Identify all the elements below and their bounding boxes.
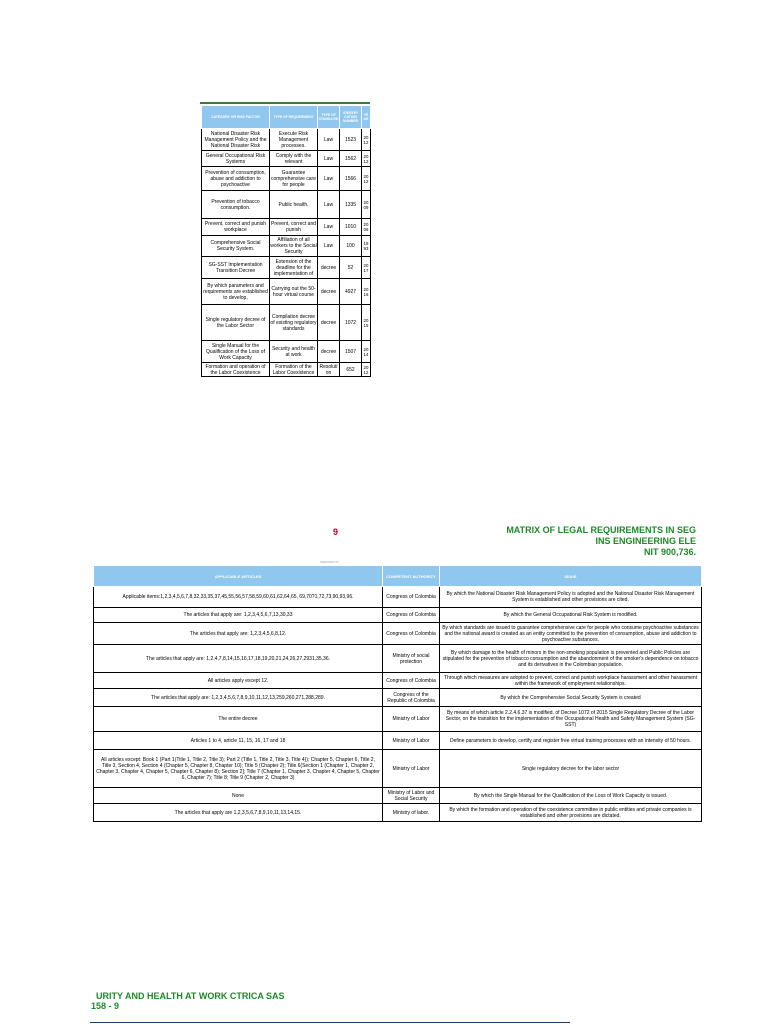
table-cell: Affiliation of all workers to the Social Security	[270, 237, 317, 255]
table-cell: Execute Risk Management processes.	[270, 129, 318, 151]
table-cell: Ministry of Labor	[383, 707, 440, 732]
table-cell: Applicable items:1,2,3,4,5,6,7,8,32,33,35,37,45,55,56,57,58,59,60,61,62,64,65, 69,70?1,72,73,90,93,96.	[94, 587, 383, 608]
table-top-line	[200, 102, 370, 104]
table-cell: 20 12	[362, 363, 371, 377]
table-cell: Ministry of social protection	[383, 645, 440, 673]
table-row	[202, 363, 371, 377]
table-row	[94, 689, 702, 707]
header-cell: COMPETENT AUTHORITY	[383, 566, 440, 587]
table-cell: Congress of Colombia	[383, 608, 440, 623]
table-cell: Prevent, correct and punish workplace	[202, 219, 270, 236]
table-row	[94, 587, 702, 608]
table-cell: Prevention of tobacco consumption.	[202, 191, 270, 219]
table-cell: Formation and operation of the Labor Coexistence	[202, 363, 270, 377]
table-cell: Congress of Colombia	[383, 623, 440, 645]
table-cell: None	[94, 788, 383, 804]
table-cell: The articles that apply are: 1,2,3,4,5,6,8,12.	[94, 623, 383, 645]
table-cell: Formation of the Labor Coexistence	[270, 363, 318, 377]
table-cell: decree	[318, 279, 340, 305]
table-cell: 52	[340, 257, 362, 279]
table-cell: Single regulatory decree for the labor sector	[440, 750, 702, 788]
header-cell: TYPE OF STANDA RD	[318, 106, 340, 129]
table-cell: 20 12	[362, 167, 371, 191]
table-row	[202, 236, 371, 257]
table-cell: Articles 1 to 4, article 11, 15, 16, 17 and 18	[94, 732, 383, 750]
table-cell: Law	[318, 236, 340, 257]
table-row	[202, 305, 371, 341]
table-cell: The articles that apply are: 1,2,4,7,8,14,15,16,17,18,19,20,21,24,26,27,2931,35,36.	[94, 645, 383, 673]
table-row	[202, 279, 371, 305]
table-cell: By which the Comprehensive Social Security System is created	[440, 689, 702, 707]
table-cell: Security and health at work	[270, 341, 318, 363]
table-row	[202, 167, 371, 191]
table-row	[94, 707, 702, 732]
table-row	[94, 608, 702, 623]
table-cell: By which the Single Manual for the Qualification of the Loss of Work Capacity is issued.	[440, 788, 702, 804]
legal-requirements-table-bottom	[93, 565, 702, 822]
table-cell: Define parameters to develop, certify and register free virtual training processes with an intensity of 50 hours.	[440, 732, 702, 750]
table-cell: By which standards are issued to guarantee comprehensive care for people who consume psychoactive substances and the national award is created as an entity committed to the prevention of consumption, abuse and addiction to psychoactive substances.	[440, 623, 702, 645]
matrix-title	[506, 525, 696, 558]
table-cell: Ministry of Labor	[383, 732, 440, 750]
table-cell: 1523	[340, 129, 362, 151]
header-cell: ISSUE	[440, 566, 702, 587]
table-cell: 20 12	[362, 151, 371, 167]
table-cell: Law	[318, 167, 340, 191]
table-cell: By which the formation and operation of the coexistence committee in public entities and private companies is established and other provisions are dictated.	[440, 804, 702, 822]
table-cell: 20 17	[362, 257, 371, 279]
table-cell: 1566	[340, 167, 362, 191]
footer-title: URITY AND HEALTH AT WORK CTRICA SAS	[96, 991, 285, 1001]
table-cell: Ministry of labor.	[383, 804, 440, 822]
table-row	[94, 623, 702, 645]
header-cell: APPLICABLE ARTICLES	[94, 566, 383, 587]
footer-page-number: 158 - 9	[91, 1001, 120, 1011]
header-cell: CATEGORY OR RISK FACTOR	[202, 106, 270, 129]
table-cell: Congress of the Republic of Colombia	[383, 689, 440, 707]
header-cell: TYPE OF REQUIREMENT	[270, 106, 318, 129]
table-cell: 20 09	[362, 191, 371, 219]
table-cell: Comprehensive Social Security System.	[202, 236, 270, 257]
table-cell: 1010	[340, 219, 362, 236]
table-cell: 1562	[340, 151, 362, 167]
table-row	[202, 129, 371, 151]
table-row	[94, 645, 702, 673]
table-row	[202, 219, 371, 236]
header-cell: IDENTIFI CATION NUMBER	[340, 106, 362, 129]
table-cell: Prevention of consumption, abuse and addiction to psychoactive	[202, 167, 270, 191]
table-row	[94, 804, 702, 822]
table-cell: 20 06	[362, 219, 371, 236]
table-cell: Public health.	[270, 191, 318, 219]
table-cell: The entire decree	[94, 707, 383, 732]
table-cell: All articles except: Book 1 (Part 1(Title 1, Title 2, Title 3); Part 2 (Title 1, Title 2, Title 3, Title 4)); Chapter 5, Chapter 6, Title 2, Title 3, Section 4, Section 4 (Chapter 5, Chapter 8, Chapter 10); Title 5 (Chapter 2); Title 6(Section 1 (Chapter 1, Chapter 2, Chapter 3, Chapter 4, Chapter 5, Chapter 6, Chapter 8); Section 2]; Title 7 (Chapter 1, Chapter 3, Chapter 4, Chapter 5, Chapter 6, Chapter 7); Title 8; Title 9 (Chapter 2, Chapter 3)	[94, 750, 383, 788]
table-cell: 19 93	[362, 236, 371, 257]
table-cell: General Occupational Risk Systems	[202, 151, 270, 167]
table-cell: decree	[318, 341, 340, 363]
table-cell: Law	[318, 219, 340, 236]
table-cell: Carrying out the 50-hour virtual course	[270, 279, 318, 305]
table-row	[202, 151, 371, 167]
table-cell: The articles that apply are: 1,2,3,4,5,6,7,8,9,10,11,12,13,259,260,271,288,289.	[94, 689, 383, 707]
table-cell: The articles that apply are 1,2,3,5,6,7,8,9,10,11,13,14,15.	[94, 804, 383, 822]
table-row	[202, 191, 371, 219]
table-cell: Congress of Colombia	[383, 673, 440, 689]
footer-divider	[90, 1022, 570, 1023]
table-header-row	[94, 566, 702, 587]
table-cell: Compilation decree of existing regulatory standards	[270, 305, 318, 341]
table-cell: By which parameters and requirements are established to develop,	[202, 279, 270, 305]
matrix-title-line-2: INS ENGINEERING ELE	[595, 536, 696, 546]
table-cell: 100	[340, 236, 362, 257]
table-cell: Prevent, correct and punish	[270, 219, 318, 236]
table-cell: decree	[318, 257, 340, 279]
table-cell: Law	[318, 191, 340, 219]
periodicity-caption: PERIODICITY	[320, 560, 340, 564]
table-cell: Ministry of Labor	[383, 750, 440, 788]
table-cell: The articles that apply are: 1,2,3,4,5,6,7,13,30,33	[94, 608, 383, 623]
table-cell: Single regulatory decree of the Labor Sector	[202, 305, 270, 341]
table-cell: By which damage to the health of minors in the non-smoking population is prevented and Public Policies are stipulated for the prevention of tobacco consumption and the abandonment of the smoker's dependence on tobacco and its derivatives in the Colombian population.	[440, 645, 702, 673]
table-cell: Guarantee comprehensive care for people	[270, 167, 318, 191]
table-cell: Law	[318, 151, 340, 167]
table-cell: 652	[340, 363, 362, 377]
table-cell: Resoluti on	[319, 363, 338, 376]
table-cell: Through which measures are adopted to prevent, correct and punish workplace harassment and other harassment within the framework of employment relationships.	[440, 673, 702, 689]
table-cell: Extension of the deadline for the implementation of	[270, 257, 318, 279]
table-header-row	[202, 106, 371, 129]
table-cell: Comply with the relevant	[270, 151, 318, 167]
table-cell: Ministry of Labor and Social Security	[383, 788, 440, 804]
header-cell: YE AR	[362, 106, 371, 129]
page-number: 9	[333, 527, 339, 537]
table-cell: By which the General Occupational Risk System is modified.	[440, 608, 702, 623]
table-cell: Single Manual for the Qualification of the Loss of Work Capacity	[202, 341, 270, 363]
table-row	[202, 257, 371, 279]
table-row	[94, 732, 702, 750]
table-cell: 20 15	[362, 305, 371, 341]
table-cell: 1335	[340, 191, 362, 219]
table-cell: National Disaster Risk Management Policy and the National Disaster Risk	[202, 129, 270, 151]
matrix-title-line-1: MATRIX OF LEGAL REQUIREMENTS IN SEG	[506, 525, 696, 535]
table-cell: SG-SST Implementation Transition Decree	[202, 257, 270, 279]
table-row	[94, 750, 702, 788]
table-cell: 20 14	[362, 341, 371, 363]
table-cell: 1072	[340, 305, 362, 341]
legal-requirements-table-top	[201, 105, 371, 377]
table-cell: Law	[318, 129, 340, 151]
table-cell: All articles apply except 12.	[94, 673, 383, 689]
table-cell: 20 12	[362, 129, 371, 151]
table-row	[94, 673, 702, 689]
table-cell: By means of which article 2.2.4.6.37 is modified. of Decree 1072 of 2015 Single Regulatory Decree of the Labor Sector, on the transition for the implementation of the Occupational Health and Safety Management System (SG-SST)	[440, 707, 702, 732]
table-cell: decree	[318, 305, 340, 341]
table-cell: Congress of Colombia	[383, 587, 440, 608]
table-row	[202, 341, 371, 363]
table-cell: 20 16	[362, 279, 371, 305]
table-row	[94, 788, 702, 804]
table-cell: By which the National Disaster Risk Management Policy is adopted and the National Disaster Risk Management System is established and other provisions are cited.	[440, 587, 702, 608]
table-cell: 1507	[340, 341, 362, 363]
table-cell: 4927	[340, 279, 362, 305]
matrix-title-line-3: NIT 900,736.	[643, 547, 696, 557]
